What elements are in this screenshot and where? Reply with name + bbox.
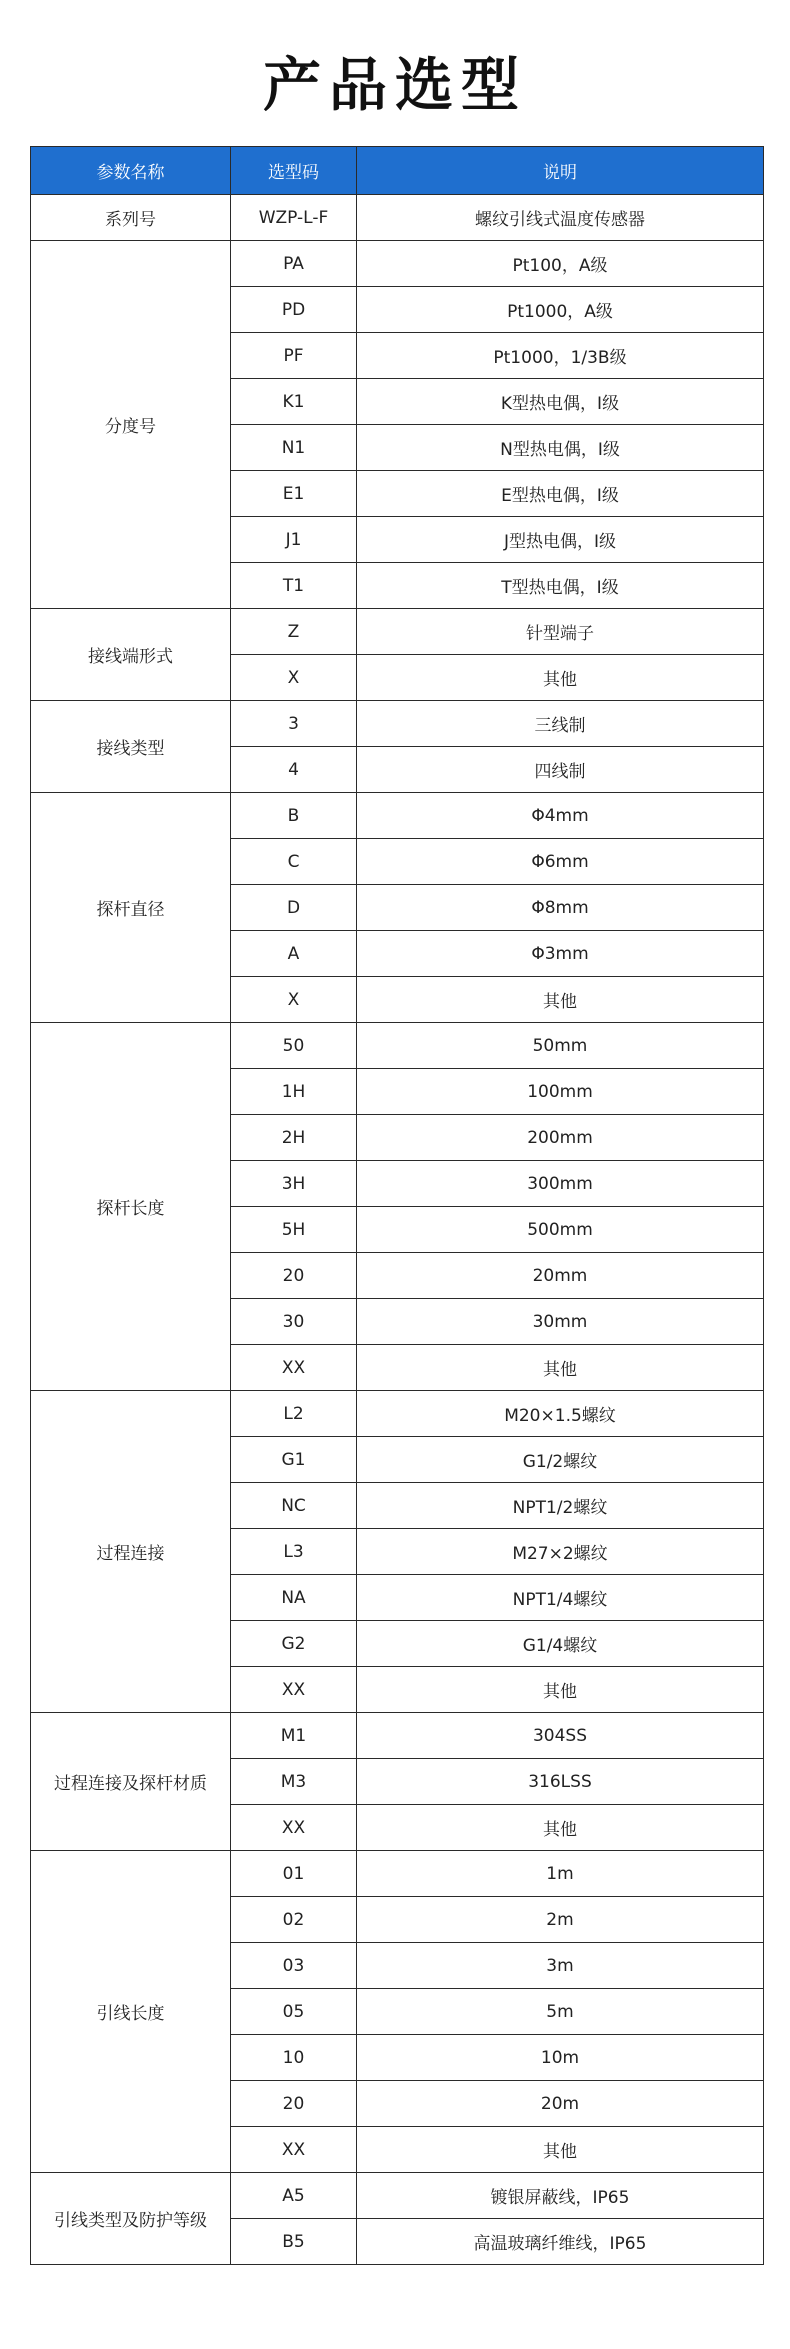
description-cell: M20×1.5螺纹 bbox=[357, 1391, 764, 1437]
code-cell: D bbox=[231, 885, 357, 931]
code-cell: A bbox=[231, 931, 357, 977]
description-cell: 其他 bbox=[357, 977, 764, 1023]
code-cell: 10 bbox=[231, 2035, 357, 2081]
description-cell: 304SS bbox=[357, 1713, 764, 1759]
code-cell: 20 bbox=[231, 2081, 357, 2127]
description-cell: Pt1000，A级 bbox=[357, 287, 764, 333]
page-title: 产品选型 bbox=[262, 51, 527, 119]
table-header-row bbox=[31, 147, 764, 195]
param-name-cell: 探杆长度 bbox=[31, 1023, 231, 1391]
description-cell: Φ6mm bbox=[357, 839, 764, 885]
code-cell: 05 bbox=[231, 1989, 357, 2035]
code-cell: T1 bbox=[231, 563, 357, 609]
description-cell: N型热电偶，Ⅰ级 bbox=[357, 425, 764, 471]
description-cell: NPT1/4螺纹 bbox=[357, 1575, 764, 1621]
code-cell: XX bbox=[231, 1805, 357, 1851]
code-cell: M1 bbox=[231, 1713, 357, 1759]
param-name-cell: 分度号 bbox=[31, 241, 231, 609]
code-cell: 1H bbox=[231, 1069, 357, 1115]
param-name-cell: 引线类型及防护等级 bbox=[31, 2173, 231, 2265]
description-cell: 50mm bbox=[357, 1023, 764, 1069]
description-cell: 3m bbox=[357, 1943, 764, 1989]
description-cell: 200mm bbox=[357, 1115, 764, 1161]
param-name-cell: 引线长度 bbox=[31, 1851, 231, 2173]
header-code: 选型码 bbox=[231, 147, 357, 195]
code-cell: 03 bbox=[231, 1943, 357, 1989]
code-cell: L2 bbox=[231, 1391, 357, 1437]
description-cell: 316LSS bbox=[357, 1759, 764, 1805]
code-cell: M3 bbox=[231, 1759, 357, 1805]
description-cell: 镀银屏蔽线，IP65 bbox=[357, 2173, 764, 2219]
description-cell: Φ8mm bbox=[357, 885, 764, 931]
description-cell: 针型端子 bbox=[357, 609, 764, 655]
table-row bbox=[31, 1713, 764, 1759]
description-cell: 300mm bbox=[357, 1161, 764, 1207]
param-name-cell: 系列号 bbox=[31, 195, 231, 241]
code-cell: XX bbox=[231, 1667, 357, 1713]
description-cell: T型热电偶，Ⅰ级 bbox=[357, 563, 764, 609]
description-cell: 100mm bbox=[357, 1069, 764, 1115]
description-cell: 1m bbox=[357, 1851, 764, 1897]
description-cell: M27×2螺纹 bbox=[357, 1529, 764, 1575]
code-cell: C bbox=[231, 839, 357, 885]
param-name-cell: 过程连接及探杆材质 bbox=[31, 1713, 231, 1851]
code-cell: A5 bbox=[231, 2173, 357, 2219]
description-cell: Φ4mm bbox=[357, 793, 764, 839]
description-cell: 30mm bbox=[357, 1299, 764, 1345]
description-cell: 500mm bbox=[357, 1207, 764, 1253]
description-cell: 其他 bbox=[357, 2127, 764, 2173]
table-body bbox=[31, 195, 764, 2265]
description-cell: K型热电偶，Ⅰ级 bbox=[357, 379, 764, 425]
code-cell: WZP-L-F bbox=[231, 195, 357, 241]
description-cell: 20m bbox=[357, 2081, 764, 2127]
param-name-cell: 过程连接 bbox=[31, 1391, 231, 1713]
code-cell: NA bbox=[231, 1575, 357, 1621]
code-cell: J1 bbox=[231, 517, 357, 563]
description-cell: G1/2螺纹 bbox=[357, 1437, 764, 1483]
selection-table bbox=[30, 146, 764, 2265]
code-cell: 30 bbox=[231, 1299, 357, 1345]
description-cell: 三线制 bbox=[357, 701, 764, 747]
description-cell: 5m bbox=[357, 1989, 764, 2035]
description-cell: 20mm bbox=[357, 1253, 764, 1299]
code-cell: 01 bbox=[231, 1851, 357, 1897]
code-cell: PF bbox=[231, 333, 357, 379]
description-cell: J型热电偶，Ⅰ级 bbox=[357, 517, 764, 563]
description-cell: 其他 bbox=[357, 1667, 764, 1713]
description-cell: 高温玻璃纤维线，IP65 bbox=[357, 2219, 764, 2265]
table-row bbox=[31, 1391, 764, 1437]
code-cell: 50 bbox=[231, 1023, 357, 1069]
description-cell: E型热电偶，Ⅰ级 bbox=[357, 471, 764, 517]
code-cell: 2H bbox=[231, 1115, 357, 1161]
code-cell: G1 bbox=[231, 1437, 357, 1483]
description-cell: 10m bbox=[357, 2035, 764, 2081]
description-cell: Φ3mm bbox=[357, 931, 764, 977]
code-cell: X bbox=[231, 655, 357, 701]
table-row bbox=[31, 195, 764, 241]
code-cell: Z bbox=[231, 609, 357, 655]
code-cell: L3 bbox=[231, 1529, 357, 1575]
param-name-cell: 接线端形式 bbox=[31, 609, 231, 701]
code-cell: K1 bbox=[231, 379, 357, 425]
table-row bbox=[31, 609, 764, 655]
code-cell: 5H bbox=[231, 1207, 357, 1253]
code-cell: 4 bbox=[231, 747, 357, 793]
table-row bbox=[31, 2173, 764, 2219]
code-cell: E1 bbox=[231, 471, 357, 517]
table-row bbox=[31, 1851, 764, 1897]
table-row bbox=[31, 241, 764, 287]
header-param-name: 参数名称 bbox=[31, 147, 231, 195]
description-cell: Pt1000，1/3B级 bbox=[357, 333, 764, 379]
table-row bbox=[31, 793, 764, 839]
code-cell: 02 bbox=[231, 1897, 357, 1943]
code-cell: XX bbox=[231, 1345, 357, 1391]
code-cell: B5 bbox=[231, 2219, 357, 2265]
code-cell: NC bbox=[231, 1483, 357, 1529]
param-name-cell: 接线类型 bbox=[31, 701, 231, 793]
description-cell: 其他 bbox=[357, 1345, 764, 1391]
description-cell: 螺纹引线式温度传感器 bbox=[357, 195, 764, 241]
code-cell: XX bbox=[231, 2127, 357, 2173]
description-cell: NPT1/2螺纹 bbox=[357, 1483, 764, 1529]
description-cell: Pt100，A级 bbox=[357, 241, 764, 287]
code-cell: PA bbox=[231, 241, 357, 287]
code-cell: G2 bbox=[231, 1621, 357, 1667]
description-cell: G1/4螺纹 bbox=[357, 1621, 764, 1667]
code-cell: 3 bbox=[231, 701, 357, 747]
code-cell: N1 bbox=[231, 425, 357, 471]
header-description: 说明 bbox=[357, 147, 764, 195]
code-cell: PD bbox=[231, 287, 357, 333]
table-row bbox=[31, 1023, 764, 1069]
code-cell: 3H bbox=[231, 1161, 357, 1207]
table-row bbox=[31, 701, 764, 747]
description-cell: 其他 bbox=[357, 1805, 764, 1851]
description-cell: 四线制 bbox=[357, 747, 764, 793]
description-cell: 其他 bbox=[357, 655, 764, 701]
code-cell: 20 bbox=[231, 1253, 357, 1299]
code-cell: X bbox=[231, 977, 357, 1023]
description-cell: 2m bbox=[357, 1897, 764, 1943]
code-cell: B bbox=[231, 793, 357, 839]
param-name-cell: 探杆直径 bbox=[31, 793, 231, 1023]
